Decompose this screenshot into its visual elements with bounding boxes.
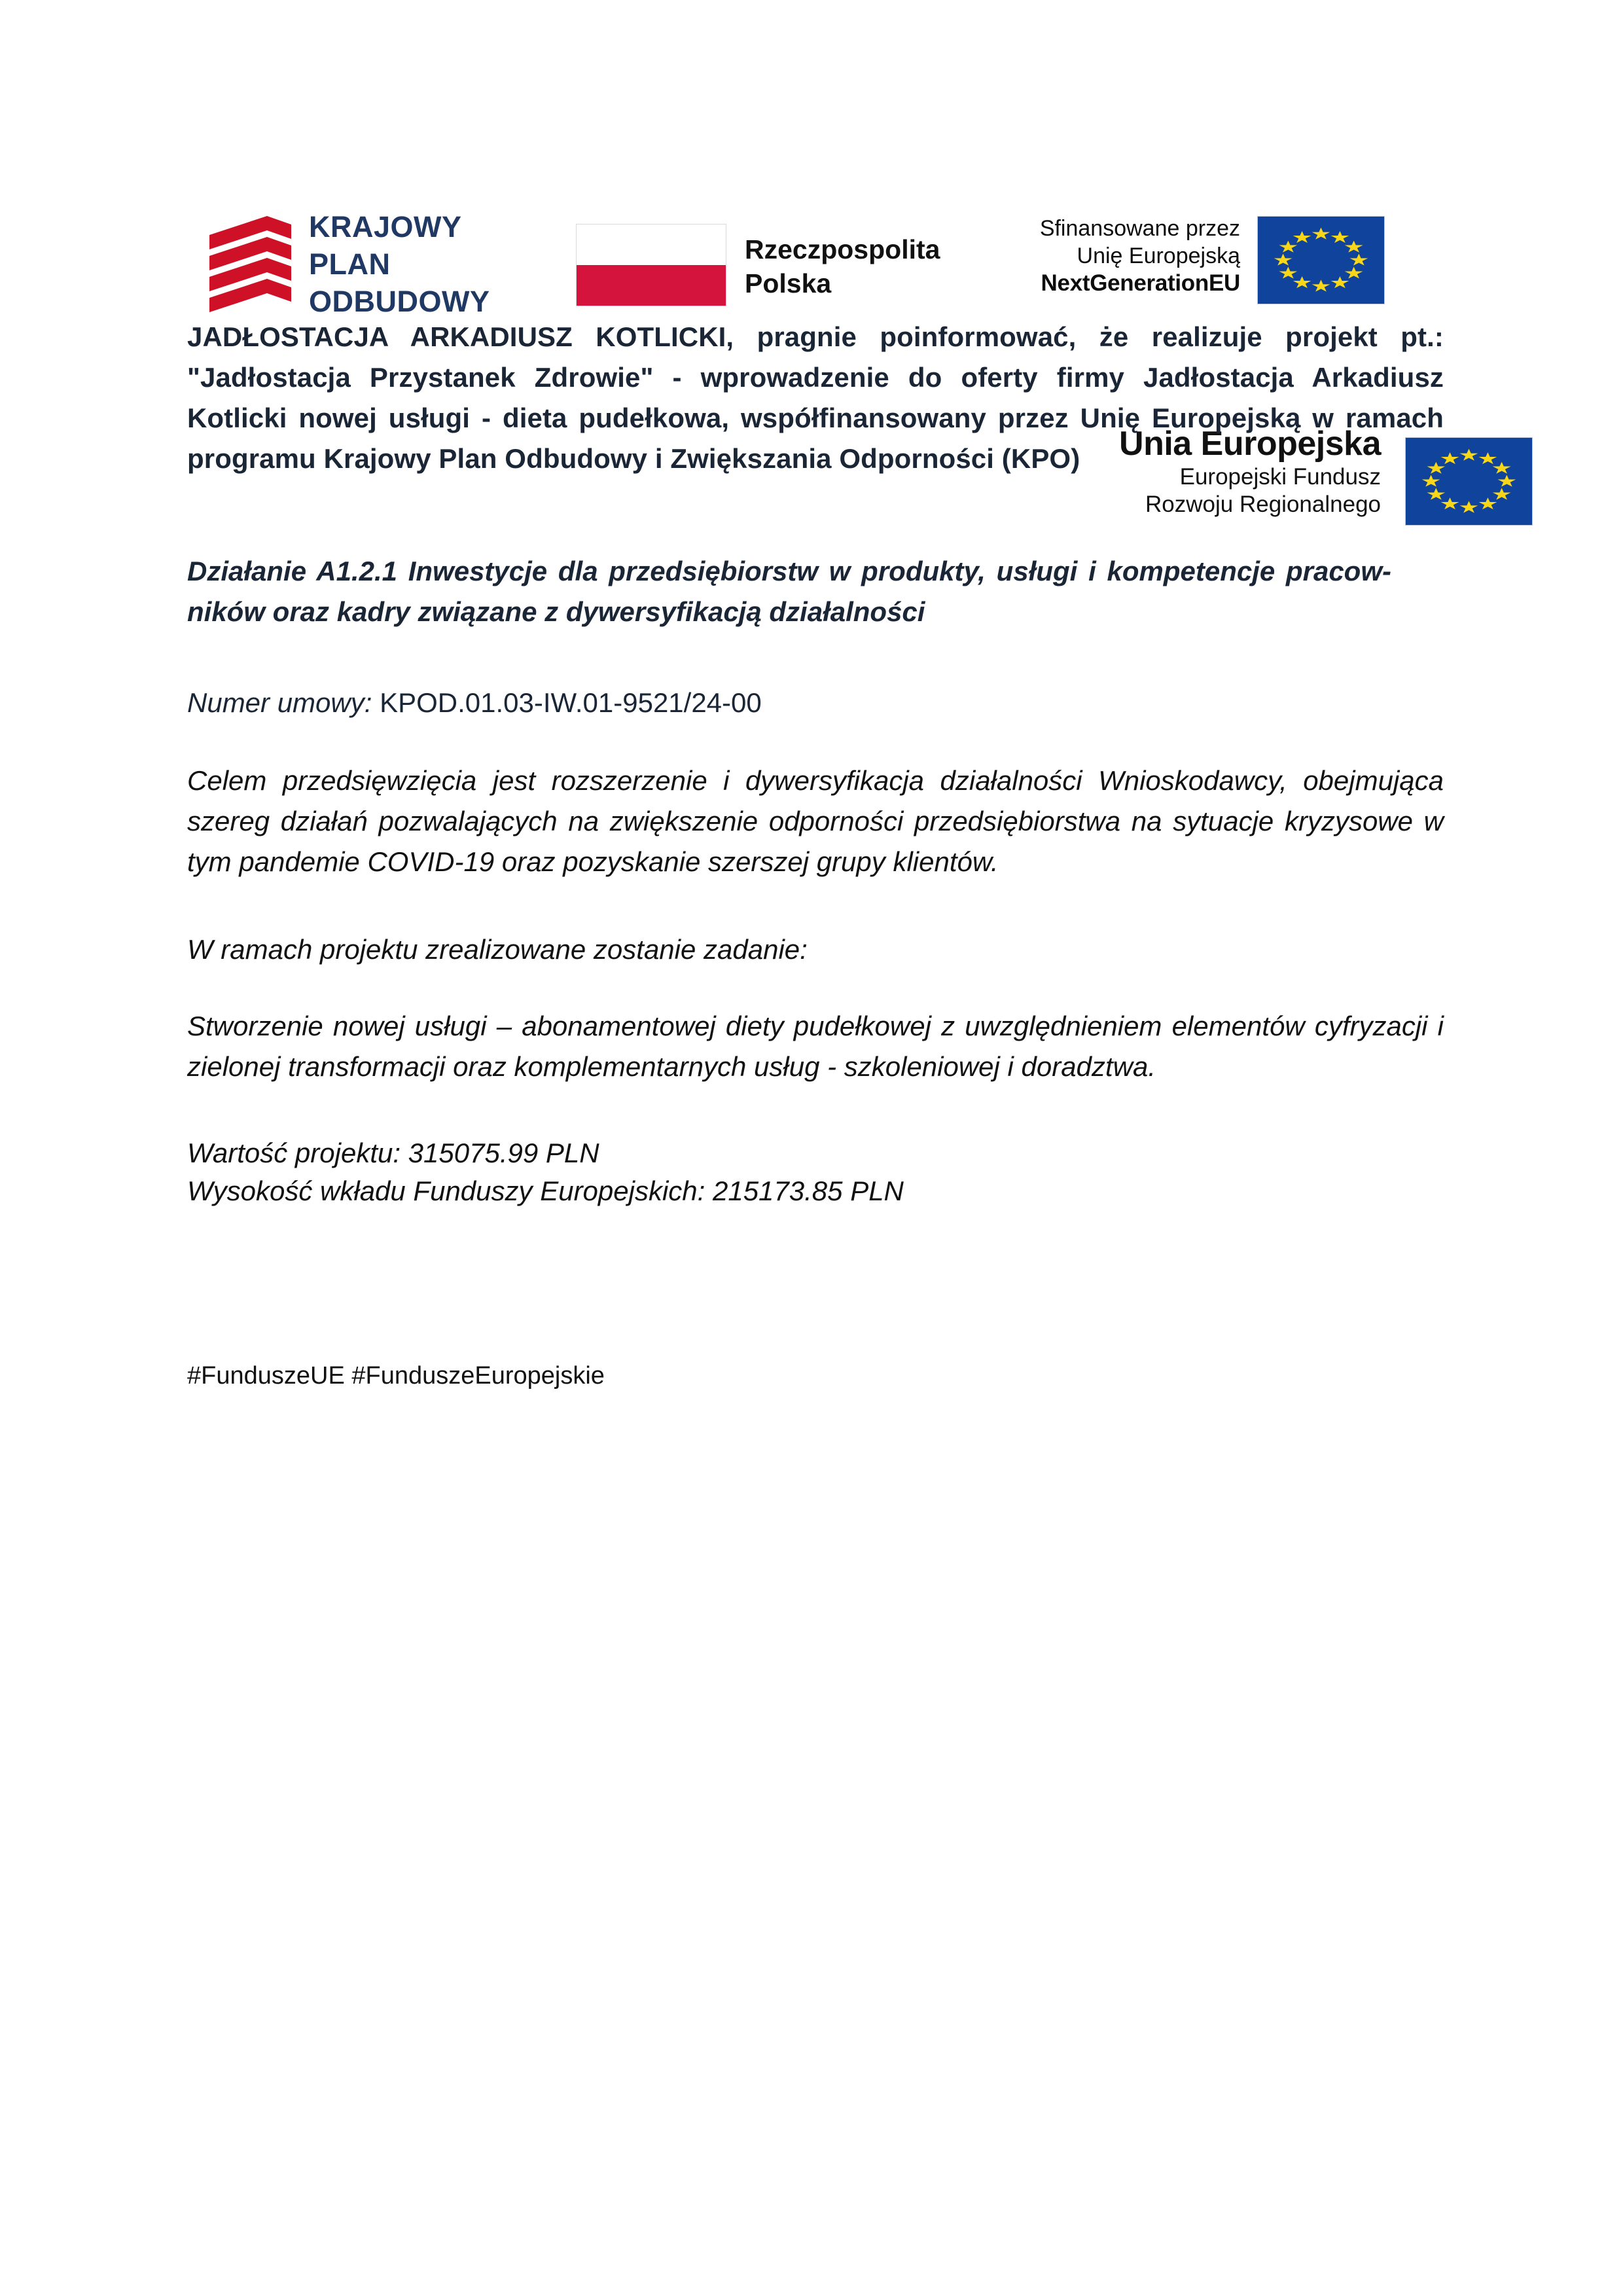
rp-line2: Polska [745,268,832,298]
polish-flag-icon [576,224,726,306]
nextgeneration-eu-logo [978,215,1410,319]
eu-star-icon [1311,228,1330,241]
kpo-building-mark-icon [209,213,291,317]
kpo-word-line1: KRAJOWY [309,210,462,243]
paragraph-w-ramach-projektu: W ramach projektu zrealizowane zostanie zadanie: [187,934,808,965]
eu-star-icon [1497,475,1516,488]
numer-umowy-value: KPOD.01.03-IW.01-9521/24-00 [372,687,762,718]
wklad-funduszy-line: Wysokość wkładu Funduszy Europejskich: 215173.85 PLN [187,1175,904,1206]
kpo-logo [209,209,530,321]
eu-star-icon [1459,449,1478,462]
rzeczpospolita-polska-wordmark [745,232,940,300]
paragraph-stworzenie-uslugi: Stworzenie nowej usługi – abonamentowej diety pudełkowej z uwzględnieniem elementów cyfryzacji i zielonej transformacji oraz komplementarnych usług - szkoleniowej i doradztwa. [187,1011,1444,1082]
wartosc-projektu-line: Wartość projektu: 315075.99 PLN [187,1138,599,1168]
eu-star-icon [1293,276,1311,289]
eu-star-icon [1478,497,1497,511]
ngeu-line2: Unię Europejską [1077,243,1240,268]
rp-line1: Rzeczpospolita [745,234,940,264]
eu-star-icon [1293,231,1311,244]
eu-star-icon [1344,241,1363,254]
eu-star-icon [1492,462,1511,475]
kpo-logo-wordmark [309,208,531,320]
kpo-word-line2: PLAN [309,247,391,281]
lead-paragraph-rest: pragnie poinformować, że realizuje projekt pt.: "Jadłostacja Przystanek Zdrowie" - wprowadzenie do oferty firmy Jadłostacja Arkadiusz Kotlicki nowej usługi - dieta pudełkowa, współfinansowany przez Unię Europejską w ramach programu Krajowy Plan Odbudowy i Zwiększania Odporności (KPO) [187,321,1444,474]
rzeczpospolita-polska-logo [576,224,940,309]
logo-header-bar [0,98,1623,318]
eu-star-icon [1330,276,1349,289]
kpo-word-line3: ODBUDOWY [309,285,490,318]
unia-europejska-title: Unia Europejska [1119,425,1381,463]
eu-star-icon [1459,501,1478,514]
ngeu-line3: NextGenerationEU [1041,270,1240,296]
efrr-line1: Europejski Fundusz [1179,464,1381,490]
eu-star-icon [1427,488,1446,501]
eu-star-icon [1330,231,1349,244]
eu-star-icon [1344,266,1363,279]
eu-star-icon [1492,488,1511,501]
lead-paragraph [187,317,1444,479]
dzialanie-heading: Działanie A1.2.1 Inwestycje dla przedsiębiorstw w produkty, usługi i kompetencje pracow-ników oraz kadry związane z dywersyfikacją działalności [187,556,1391,627]
efrr-line2: Rozwoju Regionalnego [1145,492,1381,517]
ngeu-line1: Sfinansowane przez [1039,216,1240,241]
numer-umowy-line [187,684,762,722]
paragraph-cel-przedsiewziecia: Celem przedsięwzięcia jest rozszerzenie i dywersyfikacja działalności Wnioskodawcy, obejmująca szereg działań pozwalających na zwiększenie odporności przedsiębiorstwa na sytuacje kryzysowe w tym pandemie COVID-19 oraz pozyskanie szerszej grupy klientów. [187,765,1444,877]
eu-star-icon [1274,254,1293,267]
project-values-block [187,1134,1444,1210]
eu-star-icon [1349,254,1368,267]
nextgeneration-eu-wordmark [978,215,1240,297]
eu-star-icon [1279,241,1298,254]
hashtags-line: #FunduszeUE #FunduszeEuropejskie [187,1362,605,1390]
lead-company-name: JADŁOSTACJA ARKADIUSZ KOTLICKI, [187,321,734,352]
numer-umowy-label: Numer umowy: [187,687,372,718]
eu-star-icon [1311,279,1330,293]
eu-star-icon [1440,497,1459,511]
eu-star-icon [1279,266,1298,279]
eu-star-icon [1478,452,1497,465]
eu-flag-icon [1257,216,1385,304]
